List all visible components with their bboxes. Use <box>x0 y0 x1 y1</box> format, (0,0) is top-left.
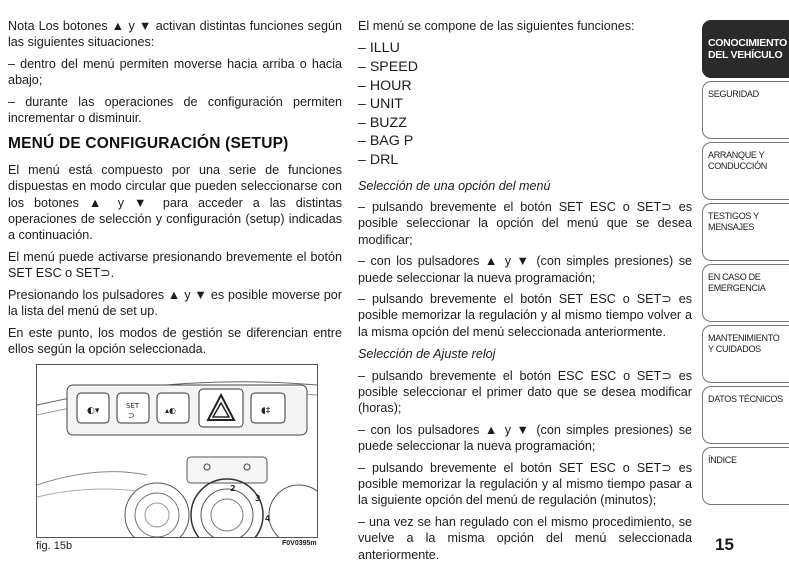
intro-note: Nota Los botones ▲ y ▼ activan distintas funciones según las siguientes situaciones: <box>8 19 342 50</box>
svg-text:▴◐: ▴◐ <box>165 406 176 415</box>
middle-column <box>358 18 692 568</box>
bullet-item: – dentro del menú permiten moverse hacia arriba o hacia abajo; <box>8 56 342 88</box>
menu-function-item: – ILLU <box>358 39 692 58</box>
tab-seguridad[interactable]: SEGURIDAD <box>702 81 789 139</box>
paragraph: El menú puede activarse presionando brevemente el botón SET ESC o SET⊃. <box>8 249 342 281</box>
tab-indice[interactable]: ÍNDICE <box>702 447 789 505</box>
paragraph: El menú está compuesto por una serie de funciones dispuestas en modo circular que pueden seleccionarse con los botones ▲ y ▼ para acceder a las distintas operaciones de selección y configuración (setup) indicadas a continuación. <box>8 162 342 243</box>
svg-text:⊃: ⊃ <box>128 411 135 420</box>
dial-number: 4 <box>265 514 271 523</box>
section-heading: MENÚ DE CONFIGURACIÓN (SETUP) <box>8 135 289 153</box>
menu-intro: El menú se compone de las siguientes funciones: <box>358 19 635 33</box>
menu-function-item: – HOUR <box>358 77 692 96</box>
bullet-item: – pulsando brevemente el botón SET ESC o SET⊃ es posible memorizar la regulación y al mismo tiempo pasar a la siguiente opción del menú de regulación (minutos); <box>358 460 692 508</box>
left-column <box>8 18 342 362</box>
section-tabs <box>702 20 789 508</box>
paragraph: Presionando los pulsadores ▲ y ▼ es posible moverse por la lista del menú de set up. <box>8 287 342 319</box>
menu-function-item: – UNIT <box>358 95 692 114</box>
dial-number: 3 <box>255 494 261 503</box>
tab-conocimiento-del-vehiculo[interactable]: CONOCIMIENTO DEL VEHÍCULO <box>702 20 789 78</box>
bullet-item: – durante las operaciones de configuración permiten incrementar o disminuir. <box>8 94 342 126</box>
subheading: Selección de una opción del menú <box>358 178 551 193</box>
figure-code: F0V0395m <box>282 540 317 547</box>
tab-mantenimiento-y-cuidados[interactable]: MANTENIMIENTO Y CUIDADOS <box>702 325 789 383</box>
dashboard-illustration <box>37 365 317 537</box>
tab-testigos-y-mensajes[interactable]: TESTIGOS Y MENSAJES <box>702 203 789 261</box>
bullet-item: – con los pulsadores ▲ y ▼ (con simples presiones) se puede seleccionar la nueva programación; <box>358 422 692 454</box>
bullet-item: – pulsando brevemente el botón SET ESC o SET⊃ es posible seleccionar la opción del menú que se desea modificar; <box>358 199 692 247</box>
dial-number: 2 <box>230 484 236 493</box>
dashboard-figure <box>36 364 318 538</box>
figure-caption: fig. 15b <box>36 540 73 552</box>
menu-function-item: – BUZZ <box>358 114 692 133</box>
paragraph: En este punto, los modos de gestión se diferencian entre ellos según la opción seleccionada. <box>8 325 342 356</box>
tab-datos-tecnicos[interactable]: DATOS TÉCNICOS <box>702 386 789 444</box>
tab-en-caso-de-emergencia[interactable]: EN CASO DE EMERGENCIA <box>702 264 789 322</box>
tab-arranque-y-conduccion[interactable]: ARRANQUE Y CONDUCCIÓN <box>702 142 789 200</box>
bullet-item: – una vez se han regulado con el mismo procedimiento, se vuelve a la misma opción del menú seleccionada anteriormente. <box>358 514 692 562</box>
svg-text:◖‡: ◖‡ <box>261 406 271 416</box>
svg-text:◐▾: ◐▾ <box>87 406 100 416</box>
page-number: 15 <box>715 535 734 554</box>
menu-function-item: – BAG P <box>358 132 692 151</box>
bullet-item: – con los pulsadores ▲ y ▼ (con simples presiones) se puede seleccionar la nueva programación; <box>358 254 692 285</box>
bullet-item: – pulsando brevemente el botón ESC ESC o SET⊃ es posible seleccionar el primer dato que se desea modificar (horas); <box>358 368 692 416</box>
menu-function-item: – SPEED <box>358 58 692 77</box>
subheading: Selección de Ajuste reloj <box>358 347 496 362</box>
menu-function-item: – DRL <box>358 151 692 170</box>
bullet-item: – pulsando brevemente el botón SET ESC o SET⊃ es posible memorizar la regulación y al mismo tiempo volver a la misma opción del menú seleccionada anteriormente. <box>358 292 692 339</box>
menu-function-list <box>358 39 692 169</box>
set-label: SET <box>126 402 140 410</box>
